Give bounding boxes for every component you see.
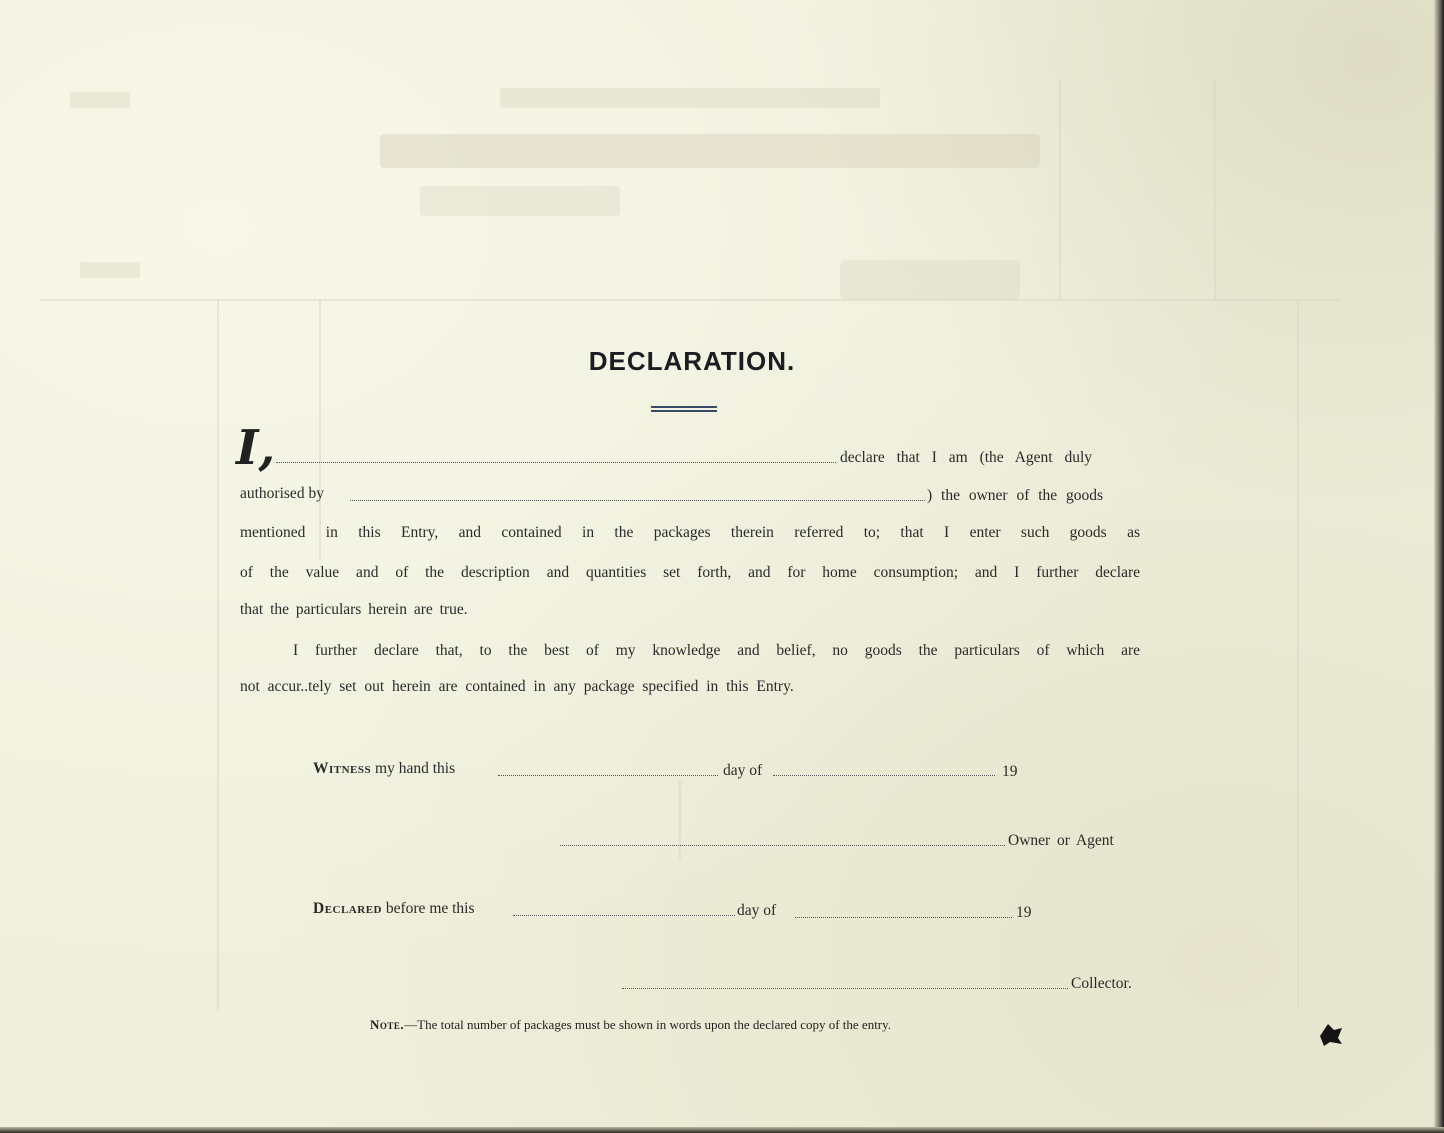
para1-line1-end: declare that I am (the Agent duly xyxy=(840,449,1093,466)
page-edge-bottom xyxy=(0,1127,1444,1133)
witness-year: 19 xyxy=(1002,763,1018,780)
declared-day-of: day of xyxy=(737,902,777,919)
para1-line4: of the value and of the description and quantities set forth, and for home consumption; and I further declare xyxy=(240,564,1140,581)
declared-rest: before me this xyxy=(385,900,475,917)
footnote-lead: Note. xyxy=(370,1017,405,1032)
footnote xyxy=(370,1017,891,1033)
declared-label xyxy=(313,900,475,918)
declared-lead: Declared xyxy=(313,900,382,917)
para1-owner-text: ) the owner of the goods xyxy=(927,487,1104,504)
collector-label: Collector. xyxy=(1071,975,1132,992)
declared-year: 19 xyxy=(1016,904,1032,921)
page-edge-right xyxy=(1434,0,1444,1133)
principal-name-field[interactable] xyxy=(350,500,925,501)
title-double-rule xyxy=(651,406,717,412)
page-title: DECLARATION. xyxy=(588,346,796,376)
witness-lead: Witness xyxy=(313,760,372,777)
witness-month-field[interactable] xyxy=(773,775,995,776)
footnote-text: —The total number of packages must be shown in words upon the declared copy of the entry. xyxy=(404,1017,892,1032)
para1-line3: mentioned in this Entry, and contained in the packages therein referred to; that I enter such goods as xyxy=(240,524,1140,541)
decorative-initial: I, xyxy=(236,420,276,476)
witness-day-field[interactable] xyxy=(498,775,718,776)
witness-day-of: day of xyxy=(723,762,763,779)
owner-signature-field[interactable] xyxy=(560,845,1005,846)
witness-rest: my hand this xyxy=(375,760,456,777)
declarant-name-field[interactable] xyxy=(276,462,836,463)
owner-or-agent-label: Owner or Agent xyxy=(1008,832,1114,849)
ink-blot xyxy=(1318,1022,1344,1046)
declared-month-field[interactable] xyxy=(795,917,1012,918)
para1-authorised-label: authorised by xyxy=(240,485,324,502)
collector-signature-field[interactable] xyxy=(622,988,1068,989)
para1-line5: that the particulars herein are true. xyxy=(240,601,468,618)
witness-label xyxy=(313,760,455,778)
declared-day-field[interactable] xyxy=(513,915,735,916)
para2-line1: I further declare that, to the best of my knowledge and belief, no goods the particulars of which are xyxy=(293,642,1140,659)
para2-line2: not accur..tely set out herein are contained in any package specified in this Entry. xyxy=(240,678,794,695)
